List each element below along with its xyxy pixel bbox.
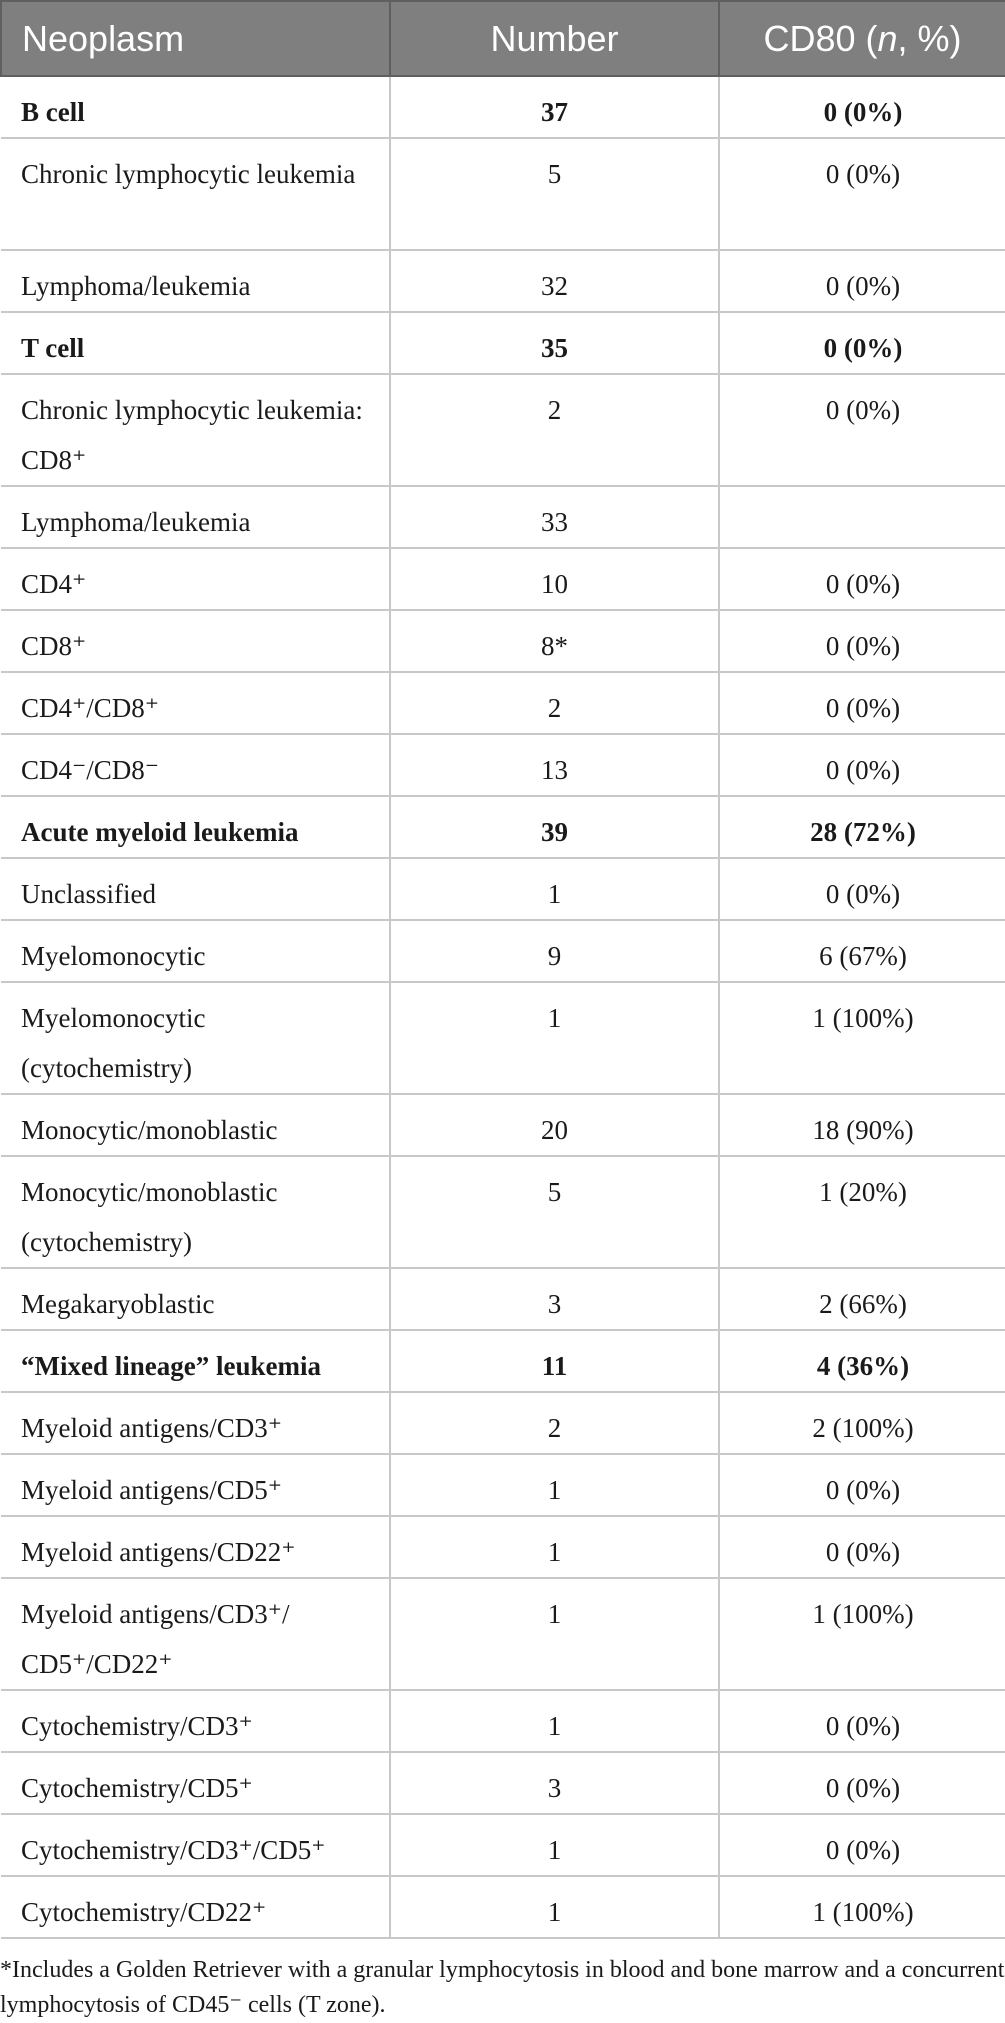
table-row: [1, 982, 1005, 1094]
cell-neoplasm: [1, 858, 390, 920]
table-row: [1, 1454, 1005, 1516]
row-label: Lymphoma/leukemia: [21, 271, 251, 301]
table-row: [1, 1268, 1005, 1330]
cell-neoplasm: [1, 312, 390, 374]
row-label: Myeloid antigens/CD3⁺: [21, 1413, 282, 1443]
cell-number: 5: [390, 138, 719, 250]
cell-number: 39: [390, 796, 719, 858]
table-header-row: [1, 1, 1005, 76]
cell-number: 1: [390, 1814, 719, 1876]
row-label: B cell: [21, 97, 85, 127]
cell-cd80: 18 (90%): [719, 1094, 1005, 1156]
cell-cd80: 1 (100%): [719, 1578, 1005, 1690]
table-row: [1, 1814, 1005, 1876]
cell-number: 2: [390, 1392, 719, 1454]
cell-number: 1: [390, 1690, 719, 1752]
row-label: Myeloid antigens/CD22⁺: [21, 1537, 296, 1567]
cell-neoplasm: [1, 920, 390, 982]
row-label: Myelomonocytic: [21, 941, 206, 971]
cell-number: 1: [390, 1578, 719, 1690]
cell-neoplasm: [1, 1454, 390, 1516]
header-neoplasm: Neoplasm: [1, 1, 390, 76]
cell-cd80: 0 (0%): [719, 76, 1005, 138]
row-label: “Mixed lineage” leukemia: [21, 1351, 321, 1381]
cell-cd80: 0 (0%): [719, 734, 1005, 796]
cell-number: 2: [390, 374, 719, 486]
cell-number: 10: [390, 548, 719, 610]
cell-number: 37: [390, 76, 719, 138]
table-row: [1, 920, 1005, 982]
cell-number: 11: [390, 1330, 719, 1392]
cell-cd80: 1 (20%): [719, 1156, 1005, 1268]
header-cd80-suffix: , %): [897, 17, 962, 59]
row-label: Myeloid antigens/CD3⁺/ CD5⁺/CD22⁺: [21, 1599, 290, 1679]
row-label: Chronic lymphocytic leukemia: [21, 159, 356, 189]
cell-cd80: 6 (67%): [719, 920, 1005, 982]
cell-number: 1: [390, 858, 719, 920]
row-label: Chronic lymphocytic leukemia: CD8⁺: [21, 395, 363, 475]
row-label: CD4⁺/CD8⁺: [21, 693, 160, 723]
cell-neoplasm: [1, 138, 390, 250]
row-label: Lymphoma/leukemia: [21, 507, 251, 537]
row-label: Unclassified: [21, 879, 156, 909]
cell-neoplasm: [1, 610, 390, 672]
cell-number: 2: [390, 672, 719, 734]
header-cd80: [719, 1, 1005, 76]
cell-number: 1: [390, 1876, 719, 1938]
header-cd80-prefix: CD80 (: [763, 17, 878, 59]
table-row: [1, 76, 1005, 138]
row-label: Cytochemistry/CD22⁺: [21, 1897, 267, 1927]
cell-neoplasm: [1, 796, 390, 858]
cell-number: 1: [390, 982, 719, 1094]
row-label: Acute myeloid leukemia: [21, 817, 299, 847]
cell-cd80: 0 (0%): [719, 858, 1005, 920]
table-row: [1, 1876, 1005, 1938]
table-row: [1, 858, 1005, 920]
cell-cd80: [719, 486, 1005, 548]
table-row: [1, 672, 1005, 734]
row-label: CD4⁺: [21, 569, 87, 599]
row-label: Myeloid antigens/CD5⁺: [21, 1475, 282, 1505]
row-label: T cell: [21, 333, 85, 363]
cell-cd80: 4 (36%): [719, 1330, 1005, 1392]
cell-neoplasm: [1, 1268, 390, 1330]
cell-cd80: 0 (0%): [719, 138, 1005, 250]
row-label: Monocytic/monoblastic (cytochemistry): [21, 1177, 278, 1257]
row-label: CD4⁻/CD8⁻: [21, 755, 160, 785]
table-row: [1, 610, 1005, 672]
cell-cd80: 0 (0%): [719, 312, 1005, 374]
row-label: Monocytic/monoblastic: [21, 1115, 278, 1145]
table-row: [1, 1516, 1005, 1578]
row-label: Myelomonocytic (cytochemistry): [21, 1003, 206, 1083]
cell-number: 1: [390, 1516, 719, 1578]
cell-cd80: 2 (100%): [719, 1392, 1005, 1454]
cell-cd80: 0 (0%): [719, 250, 1005, 312]
cell-number: 8*: [390, 610, 719, 672]
cell-cd80: 2 (66%): [719, 1268, 1005, 1330]
table-row: [1, 1578, 1005, 1690]
cell-number: 3: [390, 1268, 719, 1330]
table-row: [1, 374, 1005, 486]
table-row: [1, 796, 1005, 858]
row-label: Cytochemistry/CD3⁺: [21, 1711, 253, 1741]
cell-number: 13: [390, 734, 719, 796]
cell-neoplasm: [1, 734, 390, 796]
cell-number: 35: [390, 312, 719, 374]
cell-cd80: 0 (0%): [719, 1690, 1005, 1752]
cell-neoplasm: [1, 1690, 390, 1752]
header-cd80-n: n: [877, 17, 898, 59]
cell-neoplasm: [1, 1876, 390, 1938]
cell-number: 3: [390, 1752, 719, 1814]
cell-cd80: 1 (100%): [719, 1876, 1005, 1938]
cell-neoplasm: [1, 1752, 390, 1814]
cell-cd80: 28 (72%): [719, 796, 1005, 858]
cell-cd80: 1 (100%): [719, 982, 1005, 1094]
cell-cd80: 0 (0%): [719, 1454, 1005, 1516]
table-row: [1, 250, 1005, 312]
cell-neoplasm: [1, 982, 390, 1094]
cell-cd80: 0 (0%): [719, 610, 1005, 672]
cell-cd80: 0 (0%): [719, 1752, 1005, 1814]
cell-cd80: 0 (0%): [719, 374, 1005, 486]
row-label: Megakaryoblastic: [21, 1289, 215, 1319]
row-label: Cytochemistry/CD5⁺: [21, 1773, 253, 1803]
cell-neoplasm: [1, 1330, 390, 1392]
cell-neoplasm: [1, 1578, 390, 1690]
cell-neoplasm: [1, 1156, 390, 1268]
cell-number: 20: [390, 1094, 719, 1156]
table-row: [1, 1094, 1005, 1156]
cell-cd80: 0 (0%): [719, 1516, 1005, 1578]
cell-number: 9: [390, 920, 719, 982]
cell-neoplasm: [1, 250, 390, 312]
cell-number: 32: [390, 250, 719, 312]
table-row: [1, 1156, 1005, 1268]
cell-cd80: 0 (0%): [719, 1814, 1005, 1876]
table-row: [1, 1330, 1005, 1392]
cell-number: 5: [390, 1156, 719, 1268]
table-row: [1, 486, 1005, 548]
cell-neoplasm: [1, 1516, 390, 1578]
row-label: CD8⁺: [21, 631, 87, 661]
cell-neoplasm: [1, 548, 390, 610]
cell-number: 1: [390, 1454, 719, 1516]
table-row: [1, 312, 1005, 374]
header-number: Number: [390, 1, 719, 76]
cell-number: 33: [390, 486, 719, 548]
cell-neoplasm: [1, 374, 390, 486]
cell-neoplasm: [1, 1094, 390, 1156]
table-row: [1, 734, 1005, 796]
cell-neoplasm: [1, 1814, 390, 1876]
table-row: [1, 1392, 1005, 1454]
table-footnote: *Includes a Golden Retriever with a granular lymphocytosis in blood and bone marrow and a concurrent lymphocytosis of CD45⁻ cells (T zone).: [0, 1957, 1005, 2018]
table-row: [1, 548, 1005, 610]
table-row: [1, 1690, 1005, 1752]
cell-neoplasm: [1, 1392, 390, 1454]
cell-neoplasm: [1, 486, 390, 548]
row-label: Cytochemistry/CD3⁺/CD5⁺: [21, 1835, 326, 1865]
table-row: [1, 138, 1005, 250]
cell-cd80: 0 (0%): [719, 548, 1005, 610]
cell-neoplasm: [1, 672, 390, 734]
cell-neoplasm: [1, 76, 390, 138]
table-row: [1, 1752, 1005, 1814]
cell-cd80: 0 (0%): [719, 672, 1005, 734]
